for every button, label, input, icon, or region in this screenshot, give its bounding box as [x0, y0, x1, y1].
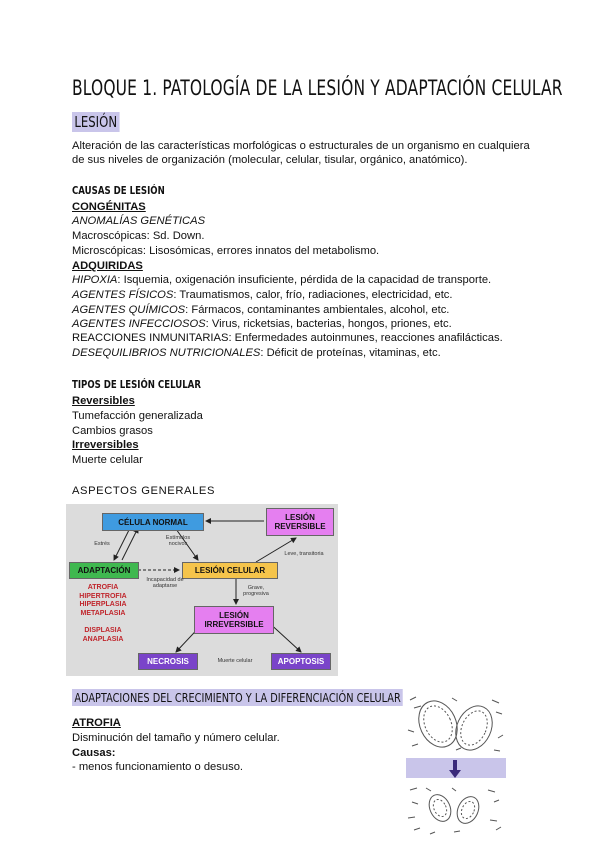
- cause-item: HIPOXIA: Isquemia, oxigenación insuficiente, pérdida de la capacidad de transporte.: [72, 274, 492, 286]
- cause-item: AGENTES INFECCIOSOS: Virus, ricketsias, bacterias, hongos, priones, etc.: [72, 318, 452, 330]
- muerte-celular-label: Muerte celular: [217, 658, 253, 664]
- irreversibles-label: Irreversibles: [72, 439, 139, 451]
- leve-label: Leve, transitoria: [284, 551, 324, 557]
- adquiridas-label: ADQUIRIDAS: [72, 260, 143, 272]
- reversible-item: Tumefacción generalizada: [72, 410, 203, 422]
- celula-normal-box: CÉLULA NORMAL: [102, 513, 204, 531]
- lesion-definition-line1: Alteración de las características morfológicas o estructurales de un organismo en cualquiera: [72, 140, 530, 152]
- cause-item: AGENTES QUÍMICOS: Fármacos, contaminantes ambientales, alcohol, etc.: [72, 304, 450, 316]
- cell-injury-diagram: [66, 504, 338, 676]
- adaptation-types: ATROFIA HIPERTROFIA HIPERPLASIA METAPLASIA: [79, 584, 127, 617]
- atrofia-definition: Disminución del tamaño y número celular.: [72, 732, 280, 744]
- lesion-irreversible-box: LESIÓN IRREVERSIBLE: [194, 606, 274, 634]
- necrosis-box: NECROSIS: [138, 653, 198, 670]
- lesion-heading: LESIÓN: [72, 113, 119, 131]
- grave-label: Grave, progresiva: [243, 585, 269, 597]
- aspectos-generales: ASPECTOS GENERALES: [72, 485, 216, 497]
- incapacidad-label: Incapacidad de adaptarse: [146, 577, 184, 589]
- dysplasia-types: DISPLASIA ANAPLASIA: [82, 627, 124, 643]
- lesion-definition-line2: de sus niveles de organización (molecular, celular, tisular, orgánico, anatómico).: [72, 154, 468, 166]
- causas-label: Causas:: [72, 747, 116, 759]
- reversibles-label: Reversibles: [72, 395, 135, 407]
- microscopicas-line: Microscópicas: Lisosómicas, errores innatos del metabolismo.: [72, 245, 380, 257]
- congenitas-label: CONGÉNITAS: [72, 201, 146, 213]
- causas-heading: CAUSAS DE LESIÓN: [72, 184, 165, 197]
- atrophy-drawing: [404, 690, 508, 840]
- page-title: BLOQUE 1. PATOLOGÍA DE LA LESIÓN Y ADAPTACIÓN CELULAR: [72, 76, 563, 100]
- adaptaciones-heading: ADAPTACIONES DEL CRECIMIENTO Y LA DIFERENCIACIÓN CELULAR: [72, 690, 403, 705]
- cause-item: AGENTES FÍSICOS: Traumatismos, calor, frío, radiaciones, electricidad, etc.: [72, 289, 453, 301]
- atrofia-label: ATROFIA: [72, 717, 121, 729]
- anomalias-geneticas: ANOMALÍAS GENÉTICAS: [72, 215, 206, 227]
- estimulos-label: Estímulos nocivos: [165, 535, 191, 547]
- lesion-celular-box: LESIÓN CELULAR: [182, 562, 278, 579]
- lesion-reversible-box: LESIÓN REVERSIBLE: [266, 508, 334, 536]
- cause-item: DESEQUILIBRIOS NUTRICIONALES: Déficit de proteínas, vitaminas, etc.: [72, 347, 441, 359]
- reversible-item: Cambios grasos: [72, 425, 153, 437]
- tipos-heading: TIPOS DE LESIÓN CELULAR: [72, 378, 201, 391]
- apoptosis-box: APOPTOSIS: [271, 653, 331, 670]
- atrophy-illustration: [404, 690, 508, 840]
- irreversible-item: Muerte celular: [72, 454, 143, 466]
- atrofia-cause: - menos funcionamiento o desuso.: [72, 761, 244, 773]
- macroscopicas-line: Macroscópicas: Sd. Down.: [72, 230, 205, 242]
- cause-item: REACCIONES INMUNITARIAS: Enfermedades autoinmunes, reacciones anafilácticas.: [72, 332, 503, 344]
- estres-label: Estrés: [94, 541, 110, 547]
- adaptacion-box: ADAPTACIÓN: [69, 562, 139, 579]
